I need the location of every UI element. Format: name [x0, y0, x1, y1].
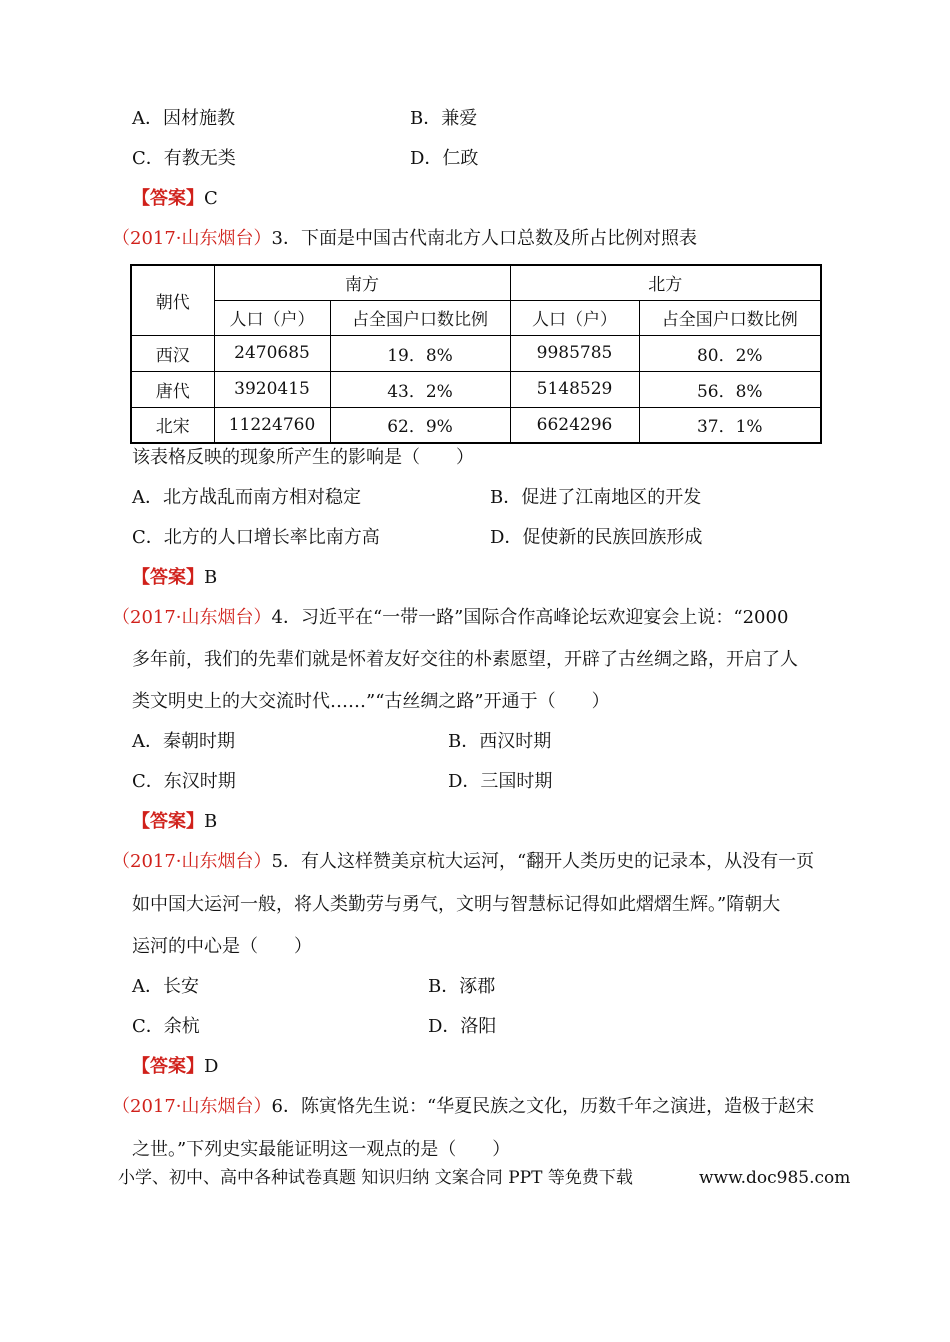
question-source: （2017·山东烟台） [112, 607, 272, 628]
table-cell: 西汉 [131, 335, 214, 371]
question-source: （2017·山东烟台） [112, 1096, 272, 1117]
option-a: A．秦朝时期 [132, 731, 235, 752]
option-c: C．北方的人口增长率比南方高 [132, 527, 380, 548]
population-table [130, 264, 822, 444]
answer-value: C [204, 188, 218, 209]
question-4-line-2: 多年前，我们的先辈们就是怀着友好交往的朴素愿望，开辟了古丝绸之路，开启了人 [132, 649, 798, 670]
table-subheader: 人口（户） [214, 300, 330, 335]
question-text: 4．习近平在“一带一路”国际合作高峰论坛欢迎宴会上说：“2000 [271, 607, 789, 628]
table-cell: 11224760 [214, 407, 330, 443]
table-cell: 3920415 [214, 371, 330, 407]
table-header-south: 南方 [214, 265, 510, 300]
question-4-line-3: 类文明史上的大交流时代……”“古丝绸之路”开通于（ ） [132, 691, 610, 712]
option-a: A．因材施教 [132, 108, 235, 129]
table-row [131, 335, 821, 371]
table-cell: 6624296 [510, 407, 639, 443]
answer-line [132, 187, 218, 211]
table-subheader: 占全国户口数比例 [639, 300, 821, 335]
table-cell: 43．2% [330, 371, 510, 407]
answer-value: B [204, 811, 218, 832]
table-cell: 5148529 [510, 371, 639, 407]
table-header-north: 北方 [510, 265, 821, 300]
answer-value: B [204, 567, 218, 588]
question-source: （2017·山东烟台） [112, 228, 272, 249]
question-source: （2017·山东烟台） [112, 851, 272, 872]
option-c: C．东汉时期 [132, 771, 236, 792]
footer-url[interactable]: www.doc985.com [699, 1168, 851, 1188]
table-cell: 北宋 [131, 407, 214, 443]
option-b: B．促进了江南地区的开发 [490, 487, 702, 508]
option-b: B．兼爱 [410, 108, 478, 129]
option-c: C．余杭 [132, 1016, 200, 1037]
question-5-line-2: 如中国大运河一般，将人类勤劳与勇气，文明与智慧标记得如此熠熠生辉。”隋朝大 [132, 894, 781, 915]
option-a: A．长安 [132, 976, 199, 997]
answer-value: D [204, 1056, 219, 1077]
question-6-line-1 [112, 1095, 814, 1119]
answer-line [132, 810, 217, 834]
footer-text: 小学、初中、高中各种试卷真题 知识归纳 文案合同 PPT 等免费下载 [118, 1168, 633, 1188]
question-3-stem [112, 227, 697, 251]
option-b: B．西汉时期 [448, 731, 552, 752]
option-a: A．北方战乱而南方相对稳定 [132, 487, 361, 508]
question-4-line-1 [112, 606, 788, 630]
option-b: B．涿郡 [428, 976, 496, 997]
question-3-prompt: 该表格反映的现象所产生的影响是（ ） [132, 447, 474, 468]
question-6-line-2: 之世。”下列史实最能证明这一观点的是（ ） [132, 1139, 511, 1160]
answer-tag: 【答案】 [132, 188, 204, 209]
table-subheader: 占全国户口数比例 [330, 300, 510, 335]
table-row [131, 371, 821, 407]
answer-tag: 【答案】 [132, 1056, 204, 1077]
table-subheader: 人口（户） [510, 300, 639, 335]
option-d: D．洛阳 [428, 1016, 497, 1037]
table-cell: 56．8% [639, 371, 821, 407]
question-text: 5．有人这样赞美京杭大运河，“翻开人类历史的记录本，从没有一页 [271, 851, 815, 872]
table-cell: 62．9% [330, 407, 510, 443]
answer-tag: 【答案】 [132, 811, 204, 832]
table-row [131, 407, 821, 443]
table-cell: 80．2% [639, 335, 821, 371]
table-cell: 唐代 [131, 371, 214, 407]
question-5-line-3: 运河的中心是（ ） [132, 936, 312, 957]
table-cell: 9985785 [510, 335, 639, 371]
table-cell: 37．1% [639, 407, 821, 443]
answer-tag: 【答案】 [132, 567, 204, 588]
option-d: D．三国时期 [448, 771, 553, 792]
question-5-line-1 [112, 850, 814, 874]
answer-line [132, 566, 217, 590]
table-header-dynasty: 朝代 [131, 265, 214, 335]
option-c: C．有教无类 [132, 148, 236, 169]
question-text: 6．陈寅恪先生说：“华夏民族之文化，历数千年之演进，造极于赵宋 [271, 1096, 815, 1117]
question-text: 3．下面是中国古代南北方人口总数及所占比例对照表 [271, 228, 697, 249]
table-cell: 2470685 [214, 335, 330, 371]
table-cell: 19．8% [330, 335, 510, 371]
option-d: D．仁政 [410, 148, 479, 169]
answer-line [132, 1055, 218, 1079]
option-d: D．促使新的民族回族形成 [490, 527, 703, 548]
